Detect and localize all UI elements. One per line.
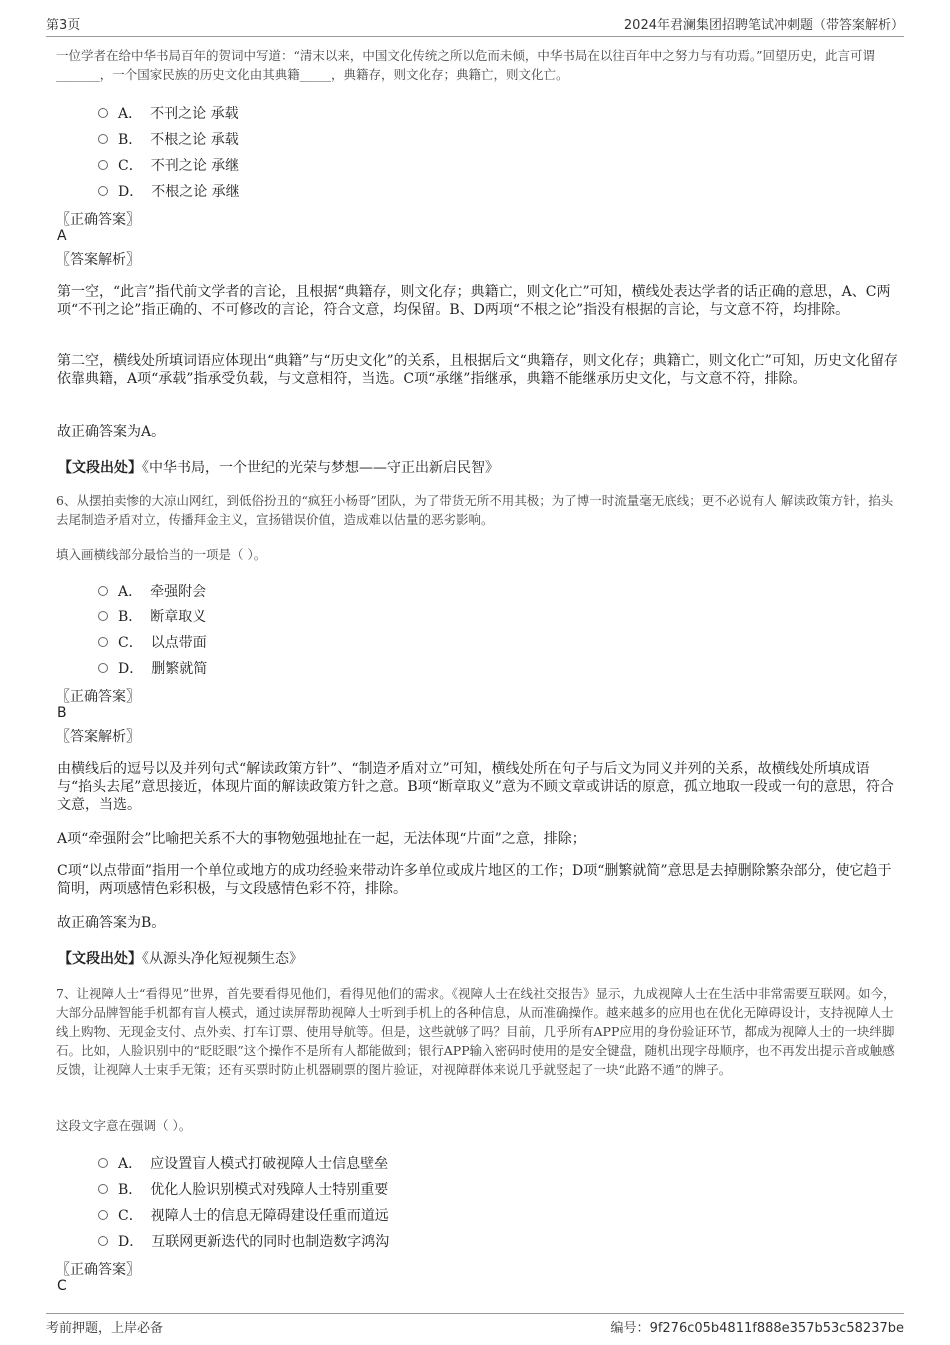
radio-icon[interactable]	[98, 160, 108, 170]
radio-icon[interactable]	[98, 134, 108, 144]
radio-icon[interactable]	[98, 586, 108, 596]
q7-answer-tag: 〖正确答案〗	[56, 1262, 140, 1278]
q6-analysis-2: A项“牵强附会”比喻把关系不大的事物勉强地扯在一起，无法体现“片面”之意，排除；	[57, 831, 586, 847]
q5-option-d[interactable]: D． 不根之论 承继	[98, 181, 240, 201]
document-title: 2024年君澜集团招聘笔试冲刺题（带答案解析）	[623, 18, 904, 33]
page-number: 第3页	[46, 18, 81, 33]
q7-option-c[interactable]: C． 视障人士的信息无障碍建设任重而道远	[98, 1205, 389, 1225]
q6-option-b[interactable]: B． 断章取义	[98, 606, 206, 626]
q5-stem: 一位学者在给中华书局百年的贺词中写道：“清末以来，中国文化传统之所以危而未倾，中华书局在以往百年中之努力与有功焉。”回望历史，此言可谓_______，一个国家民族的历史文化由其典籍_____，典籍存，则文化存；典籍亡，则文化亡。	[56, 48, 876, 82]
q7-option-d[interactable]: D． 互联网更新迭代的同时也制造数字鸿沟	[98, 1231, 389, 1251]
q6-prompt: 填入画横线部分最恰当的一项是（ ）。	[56, 547, 267, 562]
radio-icon[interactable]	[98, 663, 108, 673]
radio-icon[interactable]	[98, 1236, 108, 1246]
q6-analysis-tag: 〖答案解析〗	[56, 729, 140, 745]
radio-icon[interactable]	[98, 1158, 108, 1168]
page-footer	[46, 1313, 904, 1336]
q6-analysis-4: 故正确答案为B。	[57, 915, 166, 931]
q6-option-d[interactable]: D． 删繁就简	[98, 658, 207, 678]
q6-option-c[interactable]: C． 以点带面	[98, 632, 207, 652]
q5-answer: A	[57, 228, 67, 244]
q6-stem: 6、从摆拍卖惨的大凉山网红，到低俗扮丑的“疯狂小杨哥”团队，为了带货无所不用其极；为了博一时流量毫无底线；更不必说有人 解读政策方针，掐头去尾制造矛盾对立，传播拜金主义，宣扬错误价值，造成难以估量的恶劣影响。	[56, 493, 894, 527]
q5-answer-tag: 〖正确答案〗	[56, 212, 140, 228]
q7-stem: 7、让视障人士“看得见”世界，首先要看得见他们，看得见他们的需求。《视障人士在线社交报告》显示，九成视障人士在生活中非常需要互联网。如今，大部分品牌智能手机都有盲人模式，通过读屏帮助视障人士听到手机上的各种信息，从而准确操作。越来越多的应用也在优化无障碍设计，支持视障人士线上购物、无现金支付、点外卖、打车订票、使用导航等。但是，这些就够了吗？目前，几乎所有APP应用的身份验证环节，都成为视障人士的一块绊脚石。比如，人脸识别中的“眨眨眼”这个操作不是所有人都能做到；银行APP输入密码时使用的是安全键盘，随机出现字母顺序，也不再发出提示音或触感反馈，让视障人士束手无策；还有买票时防止机器刷票的图片验证，对视障群体来说几乎就竖起了一块“此路不通”的牌子。	[56, 986, 896, 1077]
radio-icon[interactable]	[98, 186, 108, 196]
q7-option-a[interactable]: A． 应设置盲人模式打破视障人士信息壁垒	[98, 1153, 388, 1173]
radio-icon[interactable]	[98, 1184, 108, 1194]
q5-analysis-1: 第一空，“此言”指代前文学者的言论，且根据“典籍存，则文化存；典籍亡，则文化亡”可知，横线处表达学者的话正确的意思，A、C两项“不刊之论”指正确的、不可修改的言论，符合文意，均保留。B、D两项“不根之论”指没有根据的言论，与文意不符，均排除。	[57, 284, 891, 318]
q5-analysis-3: 故正确答案为A。	[57, 424, 166, 440]
footer-slogan: 考前押题，上岸必备	[46, 1321, 164, 1336]
radio-icon[interactable]	[98, 611, 108, 621]
page-header	[46, 14, 904, 37]
q5-analysis-tag: 〖答案解析〗	[56, 252, 140, 268]
q7-prompt: 这段文字意在强调（ ）。	[56, 1118, 192, 1133]
q6-answer: B	[57, 705, 67, 721]
q5-option-c[interactable]: C． 不刊之论 承继	[98, 155, 239, 175]
q5-option-b[interactable]: B． 不根之论 承载	[98, 129, 239, 149]
radio-icon[interactable]	[98, 1210, 108, 1220]
q6-analysis-3: C项“以点带面”指用一个单位或地方的成功经验来带动许多单位或成片地区的工作；D项“删繁就简”意思是去掉删除繁杂部分，使它趋于简明，两项感情色彩积极，与文段感情色彩不符，排除。	[57, 863, 892, 897]
radio-icon[interactable]	[98, 108, 108, 118]
q5-source: 【文段出处】《中华书局，一个世纪的光荣与梦想——守正出新启民智》	[58, 460, 499, 476]
q5-analysis-2: 第二空，横线处所填词语应体现出“典籍”与“历史文化”的关系，且根据后文“典籍存，则文化存；典籍亡，则文化亡”可知，历史文化留存依靠典籍，A项“承载”指承受负载，与文意相符，当选。C项“承继”指继承，典籍不能继承历史文化，与文意不符，排除。	[57, 353, 898, 387]
q6-answer-tag: 〖正确答案〗	[56, 689, 140, 705]
q6-source: 【文段出处】《从源头净化短视频生态》	[58, 951, 303, 967]
q7-answer: C	[57, 1278, 67, 1294]
radio-icon[interactable]	[98, 637, 108, 647]
q5-option-a[interactable]: A． 不刊之论 承载	[98, 103, 239, 123]
q7-option-b[interactable]: B． 优化人脸识别模式对残障人士特别重要	[98, 1179, 388, 1199]
q6-analysis-1: 由横线后的逗号以及并列句式“解读政策方针”、“制造矛盾对立”可知，横线处所在句子与后文为同义并列的关系，故横线处所填成语与“掐头去尾”意思接近，体现片面的解读政策方针之意。B项“断章取义”意为不顾文章或讲话的原意，孤立地取一段或一句的意思，符合文意，当选。	[57, 761, 894, 813]
document-code: 编号：9f276c05b4811f888e357b53c58237be	[610, 1321, 904, 1336]
q6-option-a[interactable]: A． 牵强附会	[98, 581, 206, 601]
